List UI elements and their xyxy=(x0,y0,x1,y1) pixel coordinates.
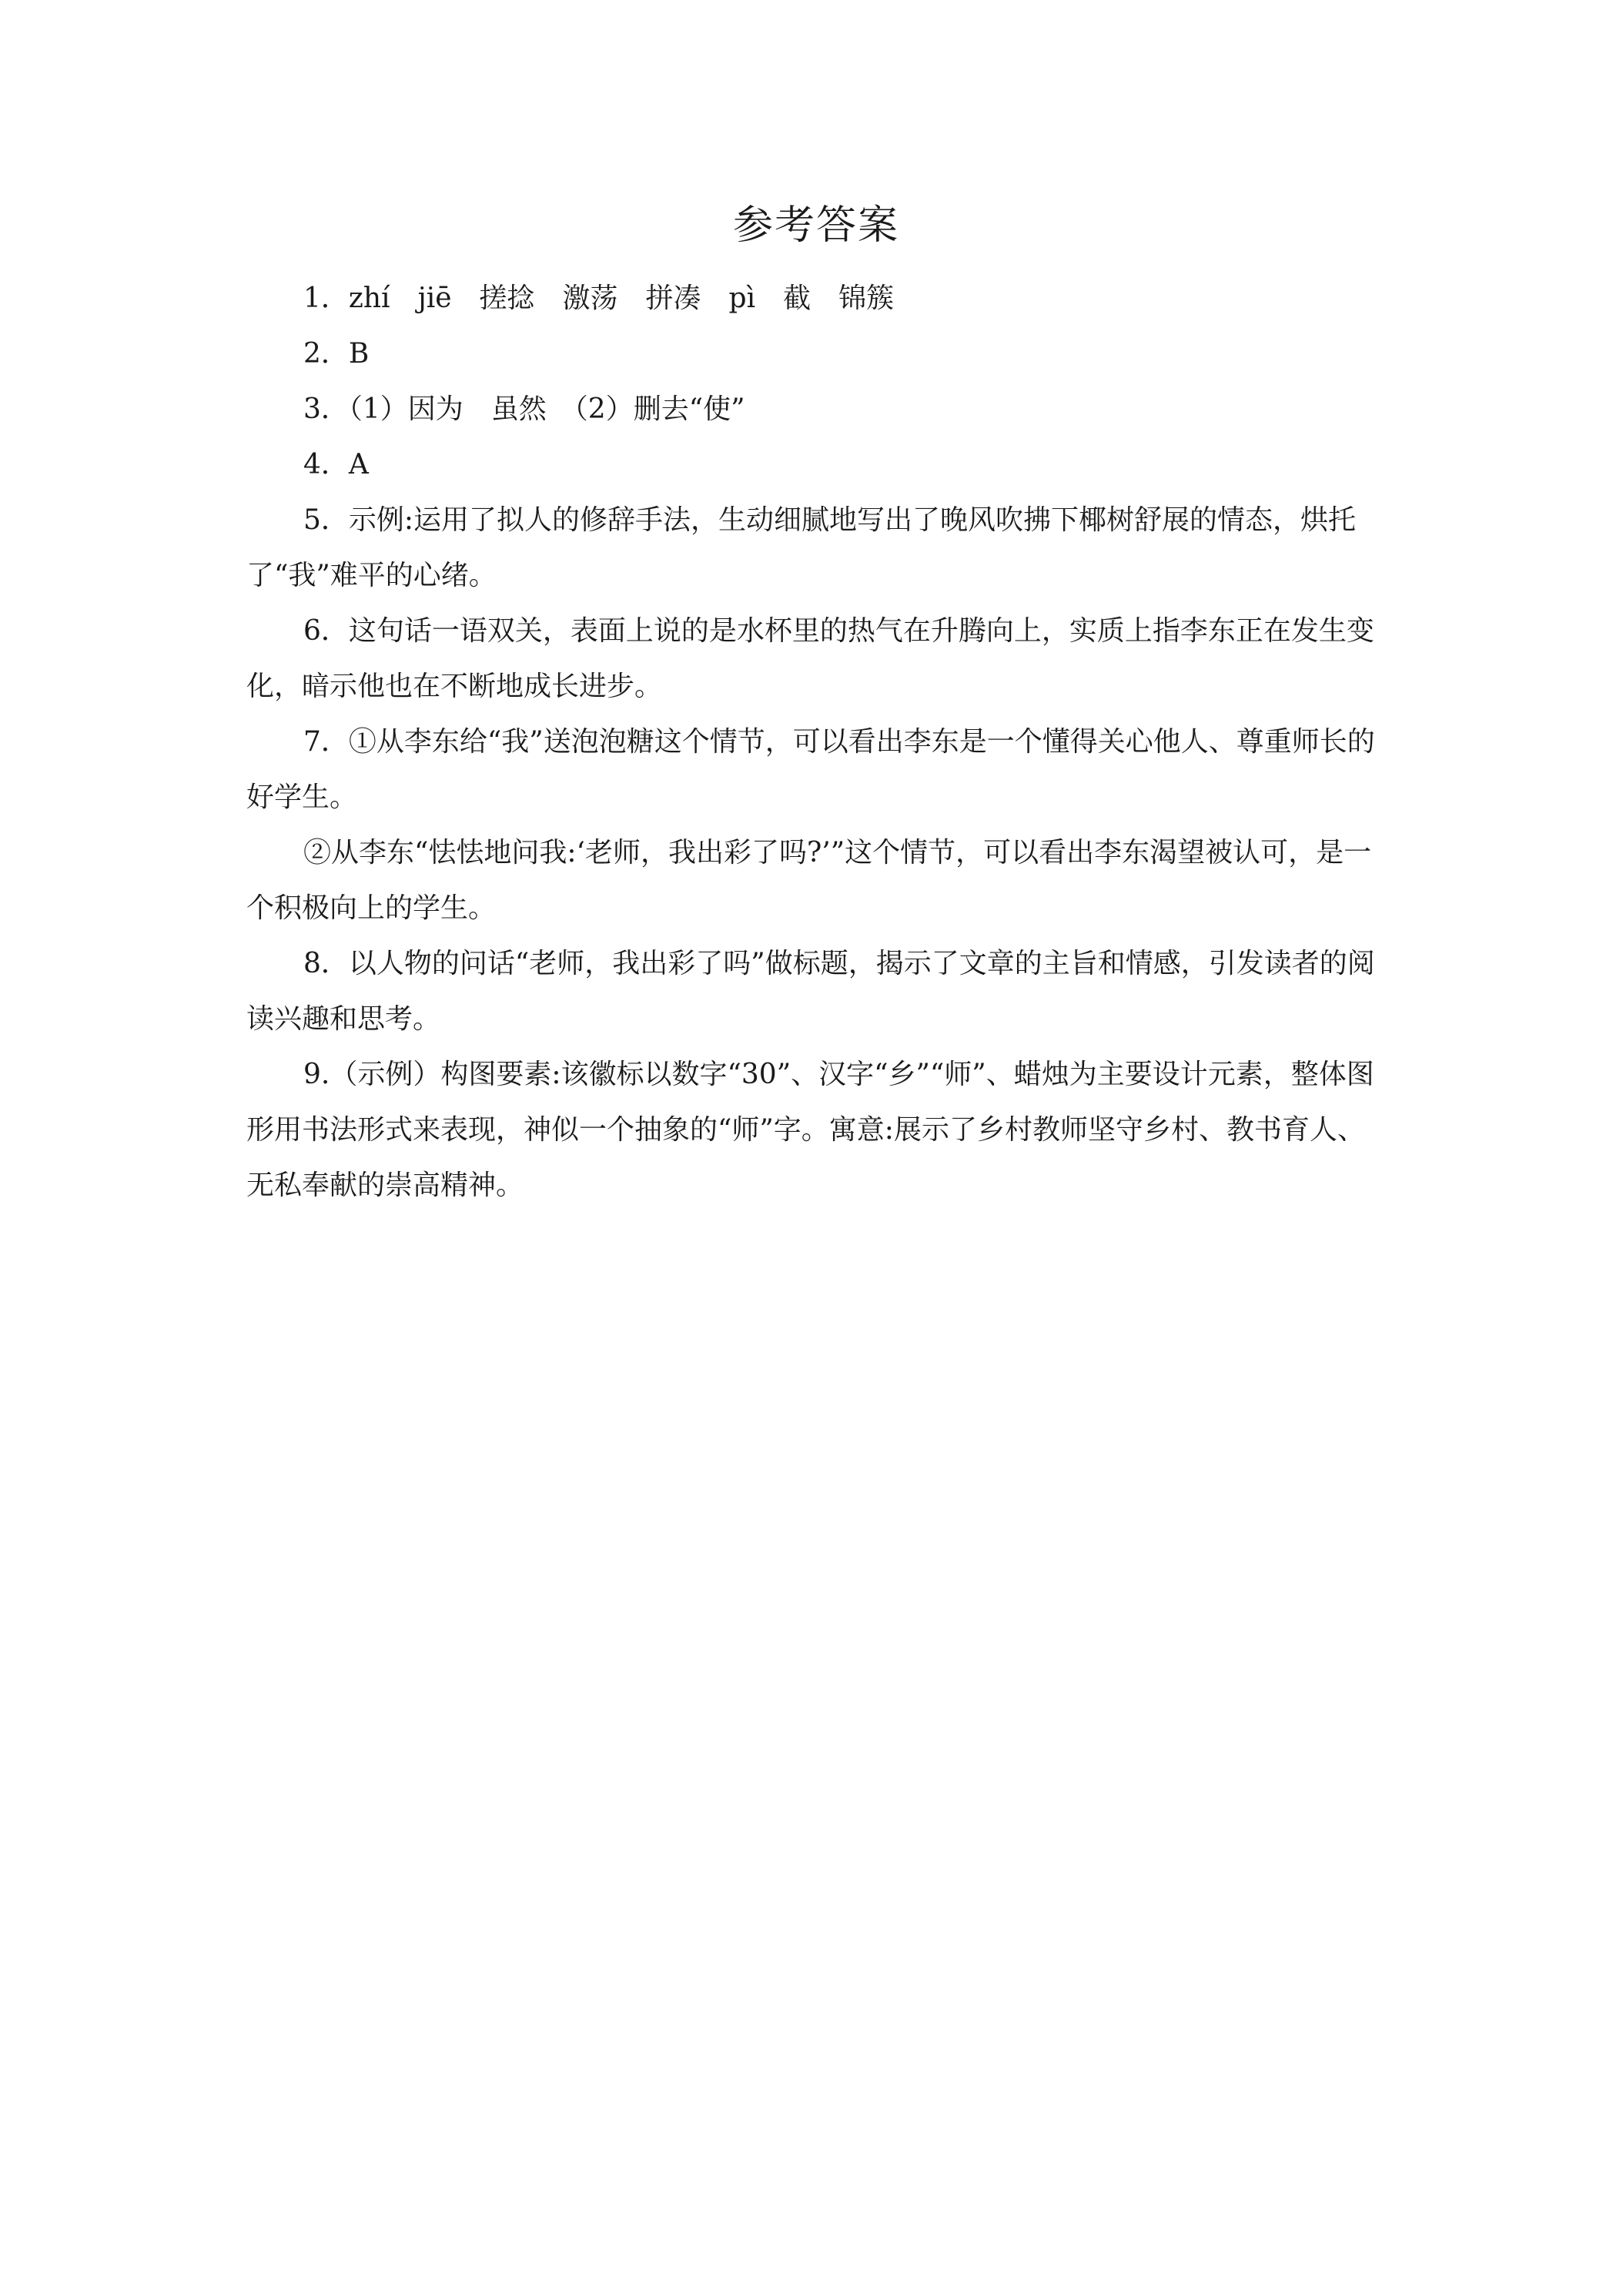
answer-9: 9.（示例）构图要素:该徽标以数字“30”、汉字“乡”“师”、蜡烛为主要设计元素，整体图形用书法形式来表现，神似一个抽象的“师”字。寓意:展示了乡村教师坚守乡村、教书育人、无私奉献的崇高精神。 xyxy=(246,1059,1374,1201)
answer-sheet-page xyxy=(246,185,1386,1213)
answer-7-part-1: 7．①从李东给“我”送泡泡糖这个情节，可以看出李东是一个懂得关心他人、尊重师长的好学生。 xyxy=(246,726,1375,813)
answer-1: 1．zhí jiē 搓捻 激荡 拼凑 pì 截 锦簇 xyxy=(303,283,895,314)
answer-2: 2．B xyxy=(303,338,370,370)
answer-5: 5．示例:运用了拟人的修辞手法，生动细腻地写出了晚风吹拂下椰树舒展的情态，烘托了“我”难平的心绪。 xyxy=(246,504,1357,591)
answer-list xyxy=(246,271,1386,1213)
answer-3: 3．（1）因为 虽然 （2）删去“使” xyxy=(303,393,745,425)
answer-4: 4．A xyxy=(303,449,369,480)
answer-8: 8．以人物的问话“老师，我出彩了吗”做标题，揭示了文章的主旨和情感，引发读者的阅读兴趣和思考。 xyxy=(246,948,1375,1035)
answer-7-part-2: ②从李东“怯怯地问我:‘老师，我出彩了吗?’”这个情节，可以看出李东渴望被认可，是一个积极向上的学生。 xyxy=(246,837,1372,924)
page-title: 参考答案 xyxy=(732,202,899,249)
answer-6: 6．这句话一语双关，表面上说的是水杯里的热气在升腾向上，实质上指李东正在发生变化，暗示他也在不断地成长进步。 xyxy=(246,615,1374,702)
